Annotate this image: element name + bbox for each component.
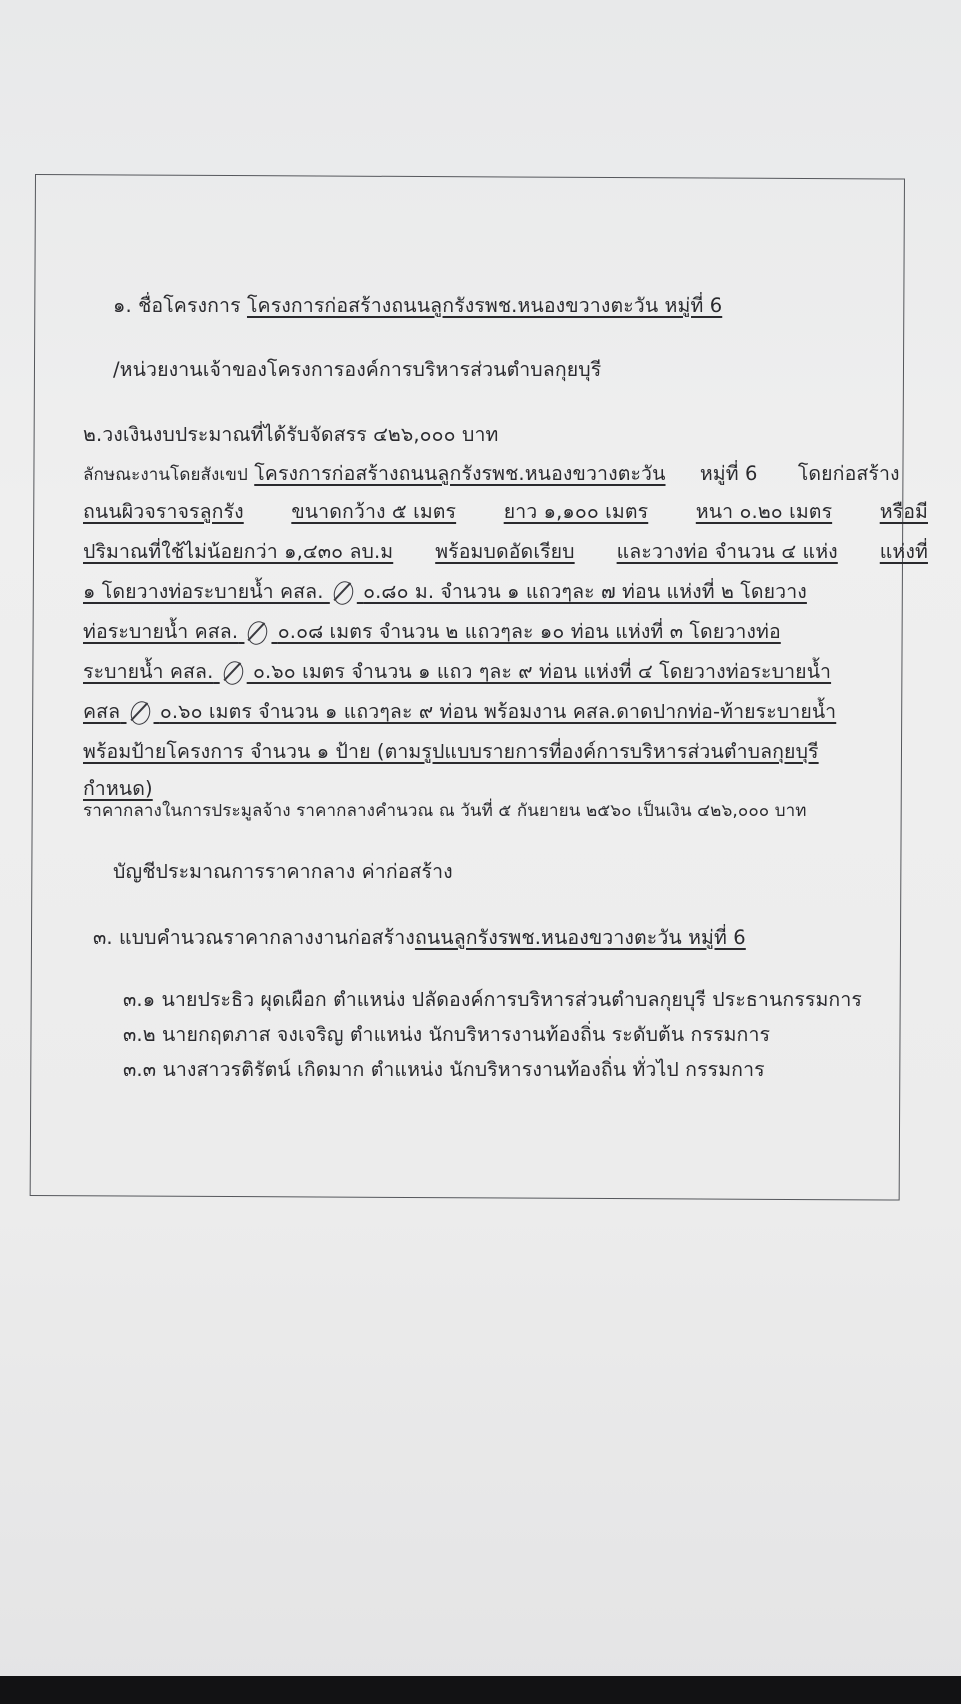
summary-paragraph-line-8: กำหนด) — [83, 777, 153, 800]
diameter-symbol-icon — [220, 658, 245, 687]
summary-text: ปริมาณที่ใช้ไม่น้อยกว่า ๑,๔๓๐ ลบ.ม — [83, 540, 394, 563]
committee-member-1: ๓.๑ นายประธิว ผุดเผือก ตำแหน่ง ปลัดองค์การบริหารส่วนตำบลกุยบุรี ประธานกรรมการ — [123, 988, 862, 1011]
summary-construct: โดยก่อสร้าง — [797, 462, 900, 485]
summary-text: ขนาดกว้าง ๕ เมตร — [291, 500, 457, 523]
committee-member-3: ๓.๓ นางสาวรติรัตน์ เกิดมาก ตำแหน่ง นักบริหารงานท้องถิ่น ทั่วไป กรรมการ — [123, 1058, 765, 1081]
summary-text: ระบายน้ำ คสล. — [83, 660, 214, 683]
calc-form-label: ๓. แบบคำนวณราคากลางงานก่อสร้าง — [93, 926, 415, 949]
photo-bottom-edge — [0, 1676, 961, 1704]
committee-member-2: ๓.๒ นายกฤตภาส จงเจริญ ตำแหน่ง นักบริหารงานท้องถิ่น ระดับต้น กรรมการ — [123, 1023, 771, 1046]
summary-paragraph-line-1 — [83, 498, 928, 526]
summary-text: ถนนผิวจราจรลูกรัง — [83, 500, 244, 523]
median-price-line: ราคากลางในการประมูลจ้าง ราคากลางคำนวณ ณ วันที่ ๕ กันยายน ๒๕๖๐ เป็นเงิน ๔๒๖,๐๐๐ บาท — [83, 801, 807, 821]
summary-text: ๐.๐๘ เมตร จำนวน ๒ แถวๆละ ๑๐ ท่อน แห่งที่ ๓ โดยวางท่อ — [277, 620, 781, 643]
summary-paragraph-line-3 — [83, 578, 807, 606]
diameter-symbol-icon — [127, 698, 152, 727]
summary-text: หนา ๐.๒๐ เมตร — [695, 500, 833, 523]
calc-form-line — [93, 924, 746, 952]
calc-form-project: ถนนลูกรังรพช.หนองขวางตะวัน หมู่ที่ 6 — [414, 926, 746, 949]
project-name-line — [113, 292, 722, 320]
summary-project: โครงการก่อสร้างถนนลูกรังรพช.หนองขวางตะวัน — [254, 462, 666, 485]
summary-text: ท่อระบายน้ำ คสล. — [83, 620, 239, 643]
summary-text: ๐.๖๐ เมตร จำนวน ๑ แถว ๆละ ๙ ท่อน แห่งที่ ๔ โดยวางท่อระบายน้ำ — [253, 660, 832, 683]
summary-text: และวางท่อ จำนวน ๔ แห่ง — [616, 540, 838, 563]
summary-heading-line — [83, 460, 928, 489]
summary-text: ๐.๘๐ ม. จำนวน ๑ แถวๆละ ๗ ท่อน แห่งที่ ๒ โดยวาง — [363, 580, 807, 603]
project-name-value: โครงการก่อสร้างถนนลูกรังรพช.หนองขวางตะวัน หมู่ที่ 6 — [246, 294, 723, 317]
diameter-symbol-icon — [331, 578, 356, 607]
summary-text: ๐.๖๐ เมตร จำนวน ๑ แถวๆละ ๙ ท่อน พร้อมงาน คสล.ดาดปากท่อ-ท้ายระบายน้ำ — [159, 700, 837, 723]
project-name-label: ๑. ชื่อโครงการ — [113, 294, 241, 317]
diameter-symbol-icon — [245, 618, 270, 647]
summary-paragraph-line-5 — [83, 658, 831, 686]
budget-line: ๒.วงเงินงบประมาณที่ได้รับจัดสรร ๔๒๖,๐๐๐ บาท — [83, 423, 499, 446]
summary-paragraph-line-4 — [83, 618, 781, 646]
summary-text: แห่งที่ — [879, 540, 928, 563]
summary-text: ๑ โดยวางท่อระบายน้ำ คสล. — [83, 580, 324, 603]
summary-text: คสล — [83, 700, 121, 723]
summary-label: ลักษณะงานโดยสังเขป — [83, 465, 248, 485]
summary-text: หรือมี — [879, 500, 928, 523]
summary-text: พร้อมบดอัดเรียบ — [435, 540, 575, 563]
summary-paragraph-line-6 — [83, 698, 836, 726]
estimate-heading: บัญชีประมาณการราคากลาง ค่าก่อสร้าง — [113, 860, 453, 883]
summary-village: หมู่ที่ 6 — [699, 462, 758, 485]
summary-paragraph-line-2 — [83, 538, 928, 566]
summary-paragraph-line-7: พร้อมป้ายโครงการ จำนวน ๑ ป้าย (ตามรูปแบบรายการที่องค์การบริหารส่วนตำบลกุยบุรี — [83, 740, 819, 763]
agency-line: /หน่วยงานเจ้าของโครงการองค์การบริหารส่วนตำบลกุยบุรี — [113, 358, 602, 381]
summary-text: ยาว ๑,๑๐๐ เมตร — [503, 500, 649, 523]
